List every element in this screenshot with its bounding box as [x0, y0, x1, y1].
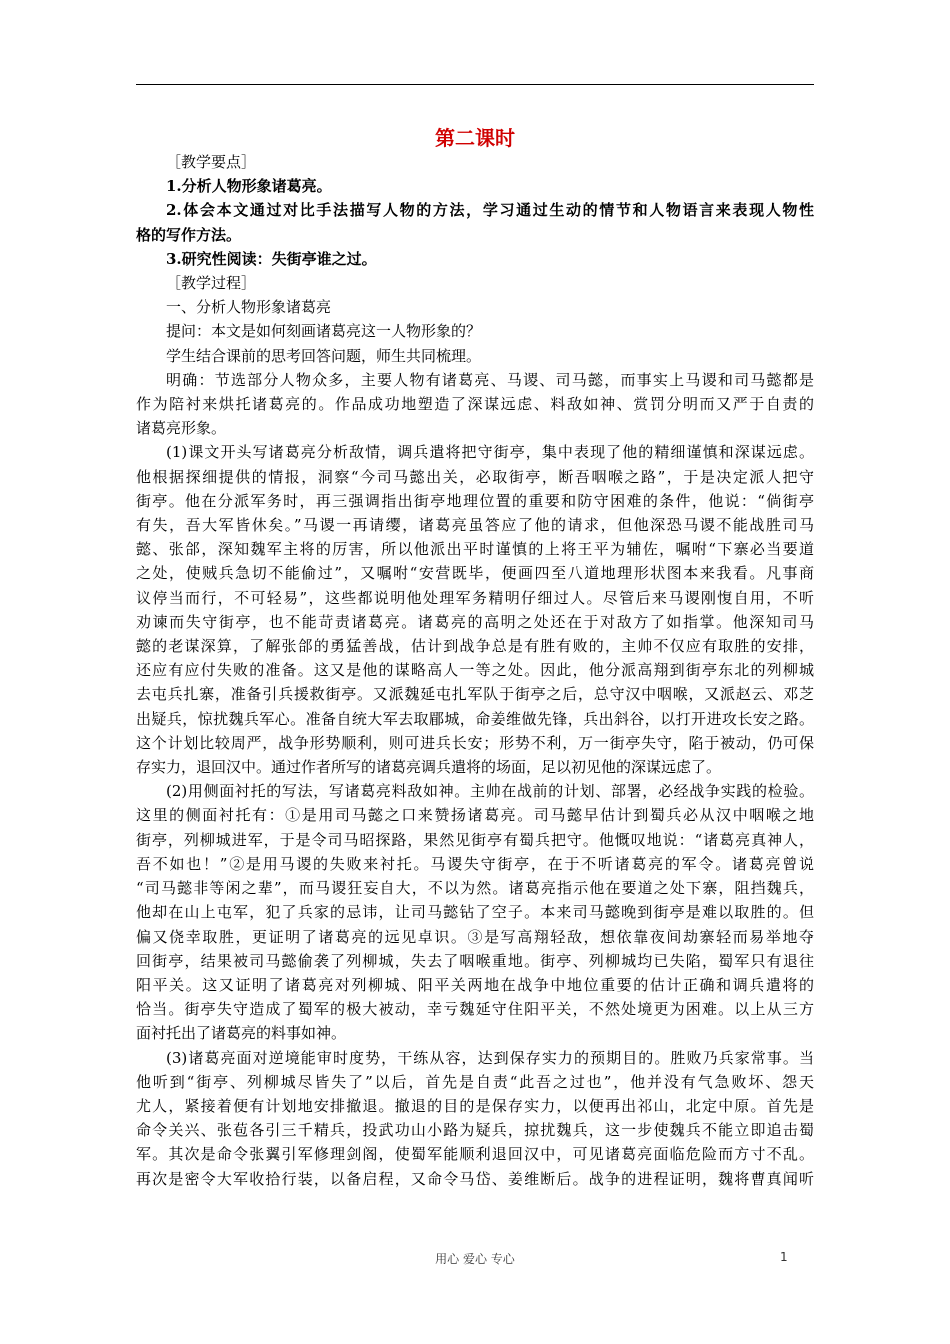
- text-line: 劝谏而失守街亭，也不能苛责诸葛亮。诸葛亮的高明之处还在于对敌方了如指掌。他深知司马: [136, 612, 814, 631]
- text-line: 有失，吾大军皆休矣。”马谡一再请缨，诸葛亮虽答应了他的请求，但他深恐马谡不能战胜司马: [136, 516, 814, 535]
- text-line: 格的写作方法。: [136, 225, 242, 244]
- text-line: “司马懿非等闲之辈”，而马谡狂妄自大，不以为然。诸葛亮指示他在要道之处下寨，阻挡魏兵，: [136, 879, 814, 898]
- text-line: 3.研究性阅读：失街亭谁之过。: [166, 249, 377, 268]
- text-line: 作为陪衬来烘托诸葛亮的。作品成功地塑造了深谋远虑、料敌如神、赏罚分明而又严于自责的: [136, 395, 814, 414]
- text-line: 命令关兴、张苞各引三千精兵，投武功山小路为疑兵，掠扰魏兵，这一步使魏兵不能立即追击蜀: [136, 1121, 814, 1140]
- text-line: 他却在山上屯军，犯了兵家的忌讳，让司马懿钻了空子。本来司马懿晚到街亭是难以取胜的。但: [136, 903, 814, 922]
- text-line: 这个计划比较周严，战争形势顺利，则可进兵长安；形势不利，万一街亭失守，陷于被动，仍可保: [136, 733, 814, 752]
- footer-text: 用心 爱心 专心: [435, 1252, 515, 1266]
- text-line: 提问：本文是如何刻画诸葛亮这一人物形象的？: [166, 322, 482, 341]
- text-line: ［教学过程］: [166, 274, 257, 293]
- text-line: 懿、张郃，深知魏军主将的厉害，所以他派出平时谨慎的上将王平为辅佐，嘱咐“下寨必当要道: [136, 540, 814, 559]
- text-line: 出疑兵，惊扰魏兵军心。准备自统大军去取郿城，命姜维做先锋，兵出斜谷，以打开进攻长安之路。: [136, 709, 814, 728]
- text-line: 懿的老谋深算，了解张郃的勇猛善战，估计到战争总是有胜有败的，主帅不仅应有取胜的安排，: [136, 637, 814, 656]
- text-line: 回街亭，结果被司马懿偷袭了列柳城，失去了咽喉重地。街亭、列柳城均已失陷，蜀军只有退往: [136, 951, 814, 970]
- text-line: 他听到“街亭、列柳城尽皆失了”以后，首先是自责“此吾之过也”，他并没有气急败坏、怨天: [136, 1072, 814, 1091]
- page-title: 第二课时: [435, 126, 515, 150]
- page-number: 1: [780, 1250, 788, 1264]
- document-body: [136, 150, 814, 1191]
- text-line: 诸葛亮形象。: [136, 419, 227, 438]
- text-line: 之处，使贼兵急切不能偷过”，又嘱咐“安营既毕，便画四至八道地理形状图本来我看。凡事商: [136, 564, 814, 583]
- text-line: 军。其次是命令张翼引军修理剑阁，使蜀军能顺利退回汉中，可见诸葛亮面临危险而方寸不乱。: [136, 1145, 814, 1164]
- text-line: ［教学要点］: [166, 153, 257, 171]
- text-line: 还应有应付失败的准备。这又是他的谋略高人一等之处。因此，他分派高翔到街亭东北的列柳城: [136, 661, 814, 680]
- text-line: 去屯兵扎寨，准备引兵援救街亭。又派魏延屯扎军队于街亭之后，总守汉中咽喉，又派赵云、邓芝: [136, 685, 814, 704]
- text-line: 面衬托出了诸葛亮的料事如神。: [136, 1024, 347, 1043]
- text-line: (2)用侧面衬托的写法，写诸葛亮料敌如神。主帅在战前的计划、部署，必经战争实践的检验。: [166, 782, 814, 801]
- text-line: 这里的侧面衬托有：①是用司马懿之口来赞扬诸葛亮。司马懿早估计到蜀兵必从汉中咽喉之地: [136, 806, 814, 825]
- text-line: 尤人，紧接着便有计划地安排撤退。撤退的目的是保存实力，以便再出祁山，北定中原。首先是: [136, 1096, 814, 1115]
- header-rule: [136, 84, 814, 85]
- text-line: 恰当。街亭失守造成了蜀军的极大被动，幸亏魏延守住阳平关，不然处境更为困难。以上从三方: [136, 1000, 814, 1019]
- text-line: 明确：节选部分人物众多，主要人物有诸葛亮、马谡、司马懿，而事实上马谡和司马懿都是: [166, 370, 814, 389]
- text-line: (1)课文开头写诸葛亮分析敌情，调兵遣将把守街亭，集中表现了他的精细谨慎和深谋远虑。: [166, 443, 814, 462]
- text-line: 学生结合课前的思考回答问题，师生共同梳理。: [166, 346, 482, 365]
- text-line: 存实力，退回汉中。通过作者所写的诸葛亮调兵遣将的场面，足以初见他的深谋远虑了。: [136, 758, 722, 777]
- text-line: 2.体会本文通过对比手法描写人物的方法，学习通过生动的情节和人物语言来表现人物性: [166, 201, 814, 220]
- text-line: 吾不如也！”②是用马谡的失败来衬托。马谡失守街亭，在于不听诸葛亮的军令。诸葛亮曾说: [136, 854, 814, 873]
- text-line: (3)诸葛亮面对逆境能审时度势，干练从容，达到保存实力的预期目的。胜败乃兵家常事。当: [166, 1048, 814, 1067]
- text-line: 他根据探细提供的情报，洞察“今司马懿出关，必取街亭，断吾咽喉之路”，于是决定派人把守: [136, 467, 814, 486]
- text-line: 街亭。他在分派军务时，再三强调指出街亭地理位置的重要和防守困难的条件，他说：“倘街亭: [136, 491, 814, 510]
- text-line: 偏又侥幸取胜，更证明了诸葛亮的远见卓识。③是写高翔轻敌，想依靠夜间劫寨轻而易举地夺: [136, 927, 814, 946]
- text-line: 一、分析人物形象诸葛亮: [166, 298, 332, 317]
- text-line: 阳平关。这又证明了诸葛亮对列柳城、阳平关两地在战争中地位重要的估计正确和调兵遣将的: [136, 975, 814, 994]
- text-line: 再次是密令大军收拾行装，以备启程，又命令马岱、姜维断后。战争的进程证明，魏将曹真闻听: [136, 1169, 814, 1188]
- text-line: 1.分析人物形象诸葛亮。: [166, 177, 332, 196]
- text-line: 议停当而行，不可轻易”，这些都说明他处理军务精明仔细过人。尽管后来马谡刚愎自用，不听: [136, 588, 814, 607]
- text-line: 街亭，列柳城进军，于是令司马昭探路，果然见街亭有蜀兵把守。他慨叹地说：“诸葛亮真神人，: [136, 830, 814, 849]
